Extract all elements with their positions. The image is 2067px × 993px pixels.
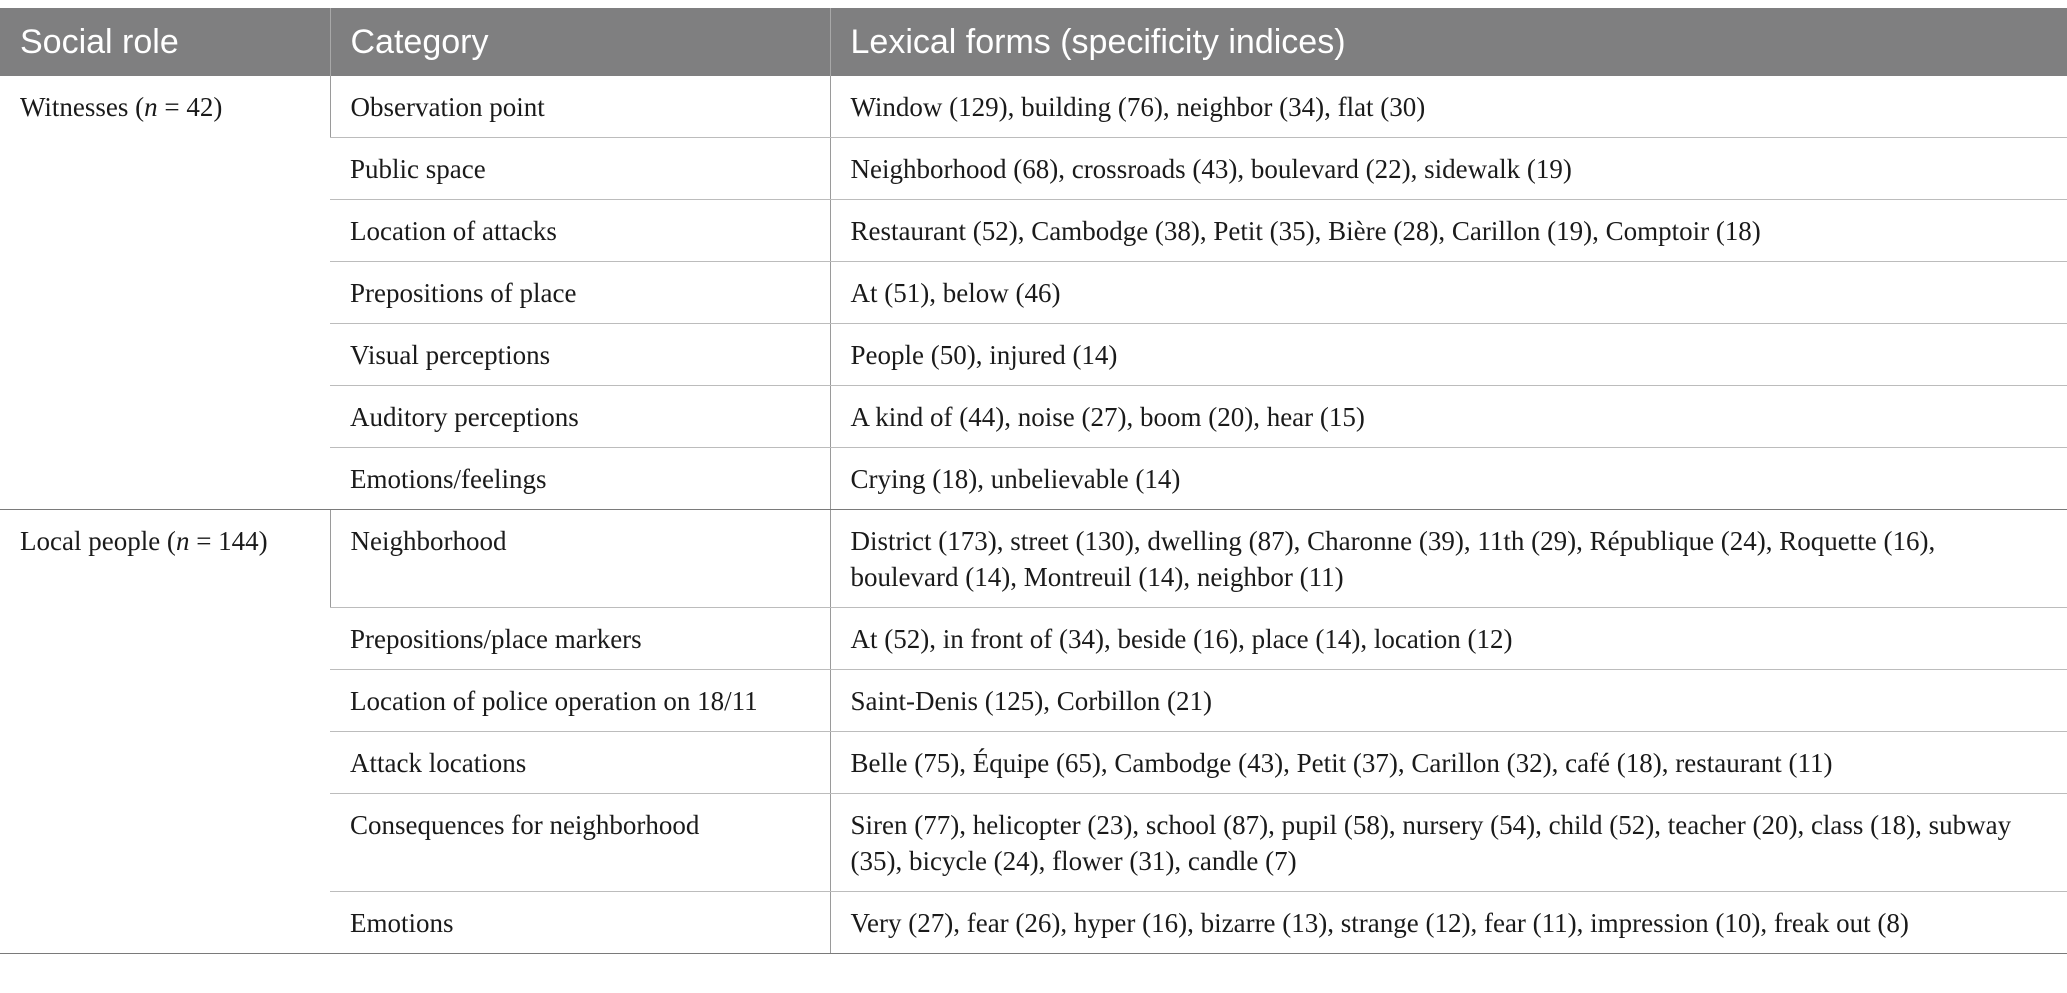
header-row (0, 8, 2067, 76)
lexical-forms-cell: Saint-Denis (125), Corbillon (21) (830, 670, 2067, 732)
table-body (0, 76, 2067, 954)
role-label-prefix: Local people ( (20, 526, 176, 556)
social-role-witnesses (0, 76, 330, 510)
lexical-forms-cell: At (52), in front of (34), beside (16), place (14), location (12) (830, 608, 2067, 670)
role-label-suffix: = 42) (157, 92, 223, 122)
lexical-forms-cell: Neighborhood (68), crossroads (43), boulevard (22), sidewalk (19) (830, 138, 2067, 200)
category-cell: Emotions (330, 892, 830, 954)
table-row (0, 76, 2067, 138)
lexical-forms-cell: Very (27), fear (26), hyper (16), bizarre (13), strange (12), fear (11), impression (10), freak out (8) (830, 892, 2067, 954)
lexical-forms-cell: At (51), below (46) (830, 262, 2067, 324)
category-cell: Public space (330, 138, 830, 200)
lexical-forms-cell: A kind of (44), noise (27), boom (20), hear (15) (830, 386, 2067, 448)
lexical-forms-table (0, 8, 2067, 954)
category-cell: Observation point (330, 76, 830, 138)
table-header (0, 8, 2067, 76)
role-n-variable: n (144, 92, 158, 122)
header-lexical-forms: Lexical forms (specificity indices) (830, 8, 2067, 76)
category-cell: Neighborhood (330, 510, 830, 608)
lexical-forms-cell: Belle (75), Équipe (65), Cambodge (43), Petit (37), Carillon (32), café (18), restaurant (11) (830, 732, 2067, 794)
header-category: Category (330, 8, 830, 76)
social-role-local-people (0, 510, 330, 954)
category-cell: Consequences for neighborhood (330, 794, 830, 892)
category-cell: Attack locations (330, 732, 830, 794)
category-cell: Auditory perceptions (330, 386, 830, 448)
lexical-forms-cell: Window (129), building (76), neighbor (34), flat (30) (830, 76, 2067, 138)
header-social-role: Social role (0, 8, 330, 76)
category-cell: Visual perceptions (330, 324, 830, 386)
lexical-forms-cell: Siren (77), helicopter (23), school (87), pupil (58), nursery (54), child (52), teacher (20), class (18), subway (35), bicycle (24), flower (31), candle (7) (830, 794, 2067, 892)
category-cell: Prepositions/place markers (330, 608, 830, 670)
category-cell: Prepositions of place (330, 262, 830, 324)
role-n-variable: n (175, 526, 190, 556)
lexical-forms-cell: People (50), injured (14) (830, 324, 2067, 386)
category-cell: Location of attacks (330, 200, 830, 262)
lexical-forms-cell: Restaurant (52), Cambodge (38), Petit (35), Bière (28), Carillon (19), Comptoir (18) (830, 200, 2067, 262)
table-row (0, 510, 2067, 608)
role-label-prefix: Witnesses ( (20, 92, 145, 122)
category-cell: Emotions/feelings (330, 448, 830, 510)
lexical-forms-cell: Crying (18), unbelievable (14) (830, 448, 2067, 510)
role-label-suffix: = 144) (189, 526, 268, 556)
category-cell: Location of police operation on 18/11 (330, 670, 830, 732)
lexical-forms-cell: District (173), street (130), dwelling (87), Charonne (39), 11th (29), République (24), Roquette (16), boulevard (14), Montreuil (14), neighbor (11) (830, 510, 2067, 608)
